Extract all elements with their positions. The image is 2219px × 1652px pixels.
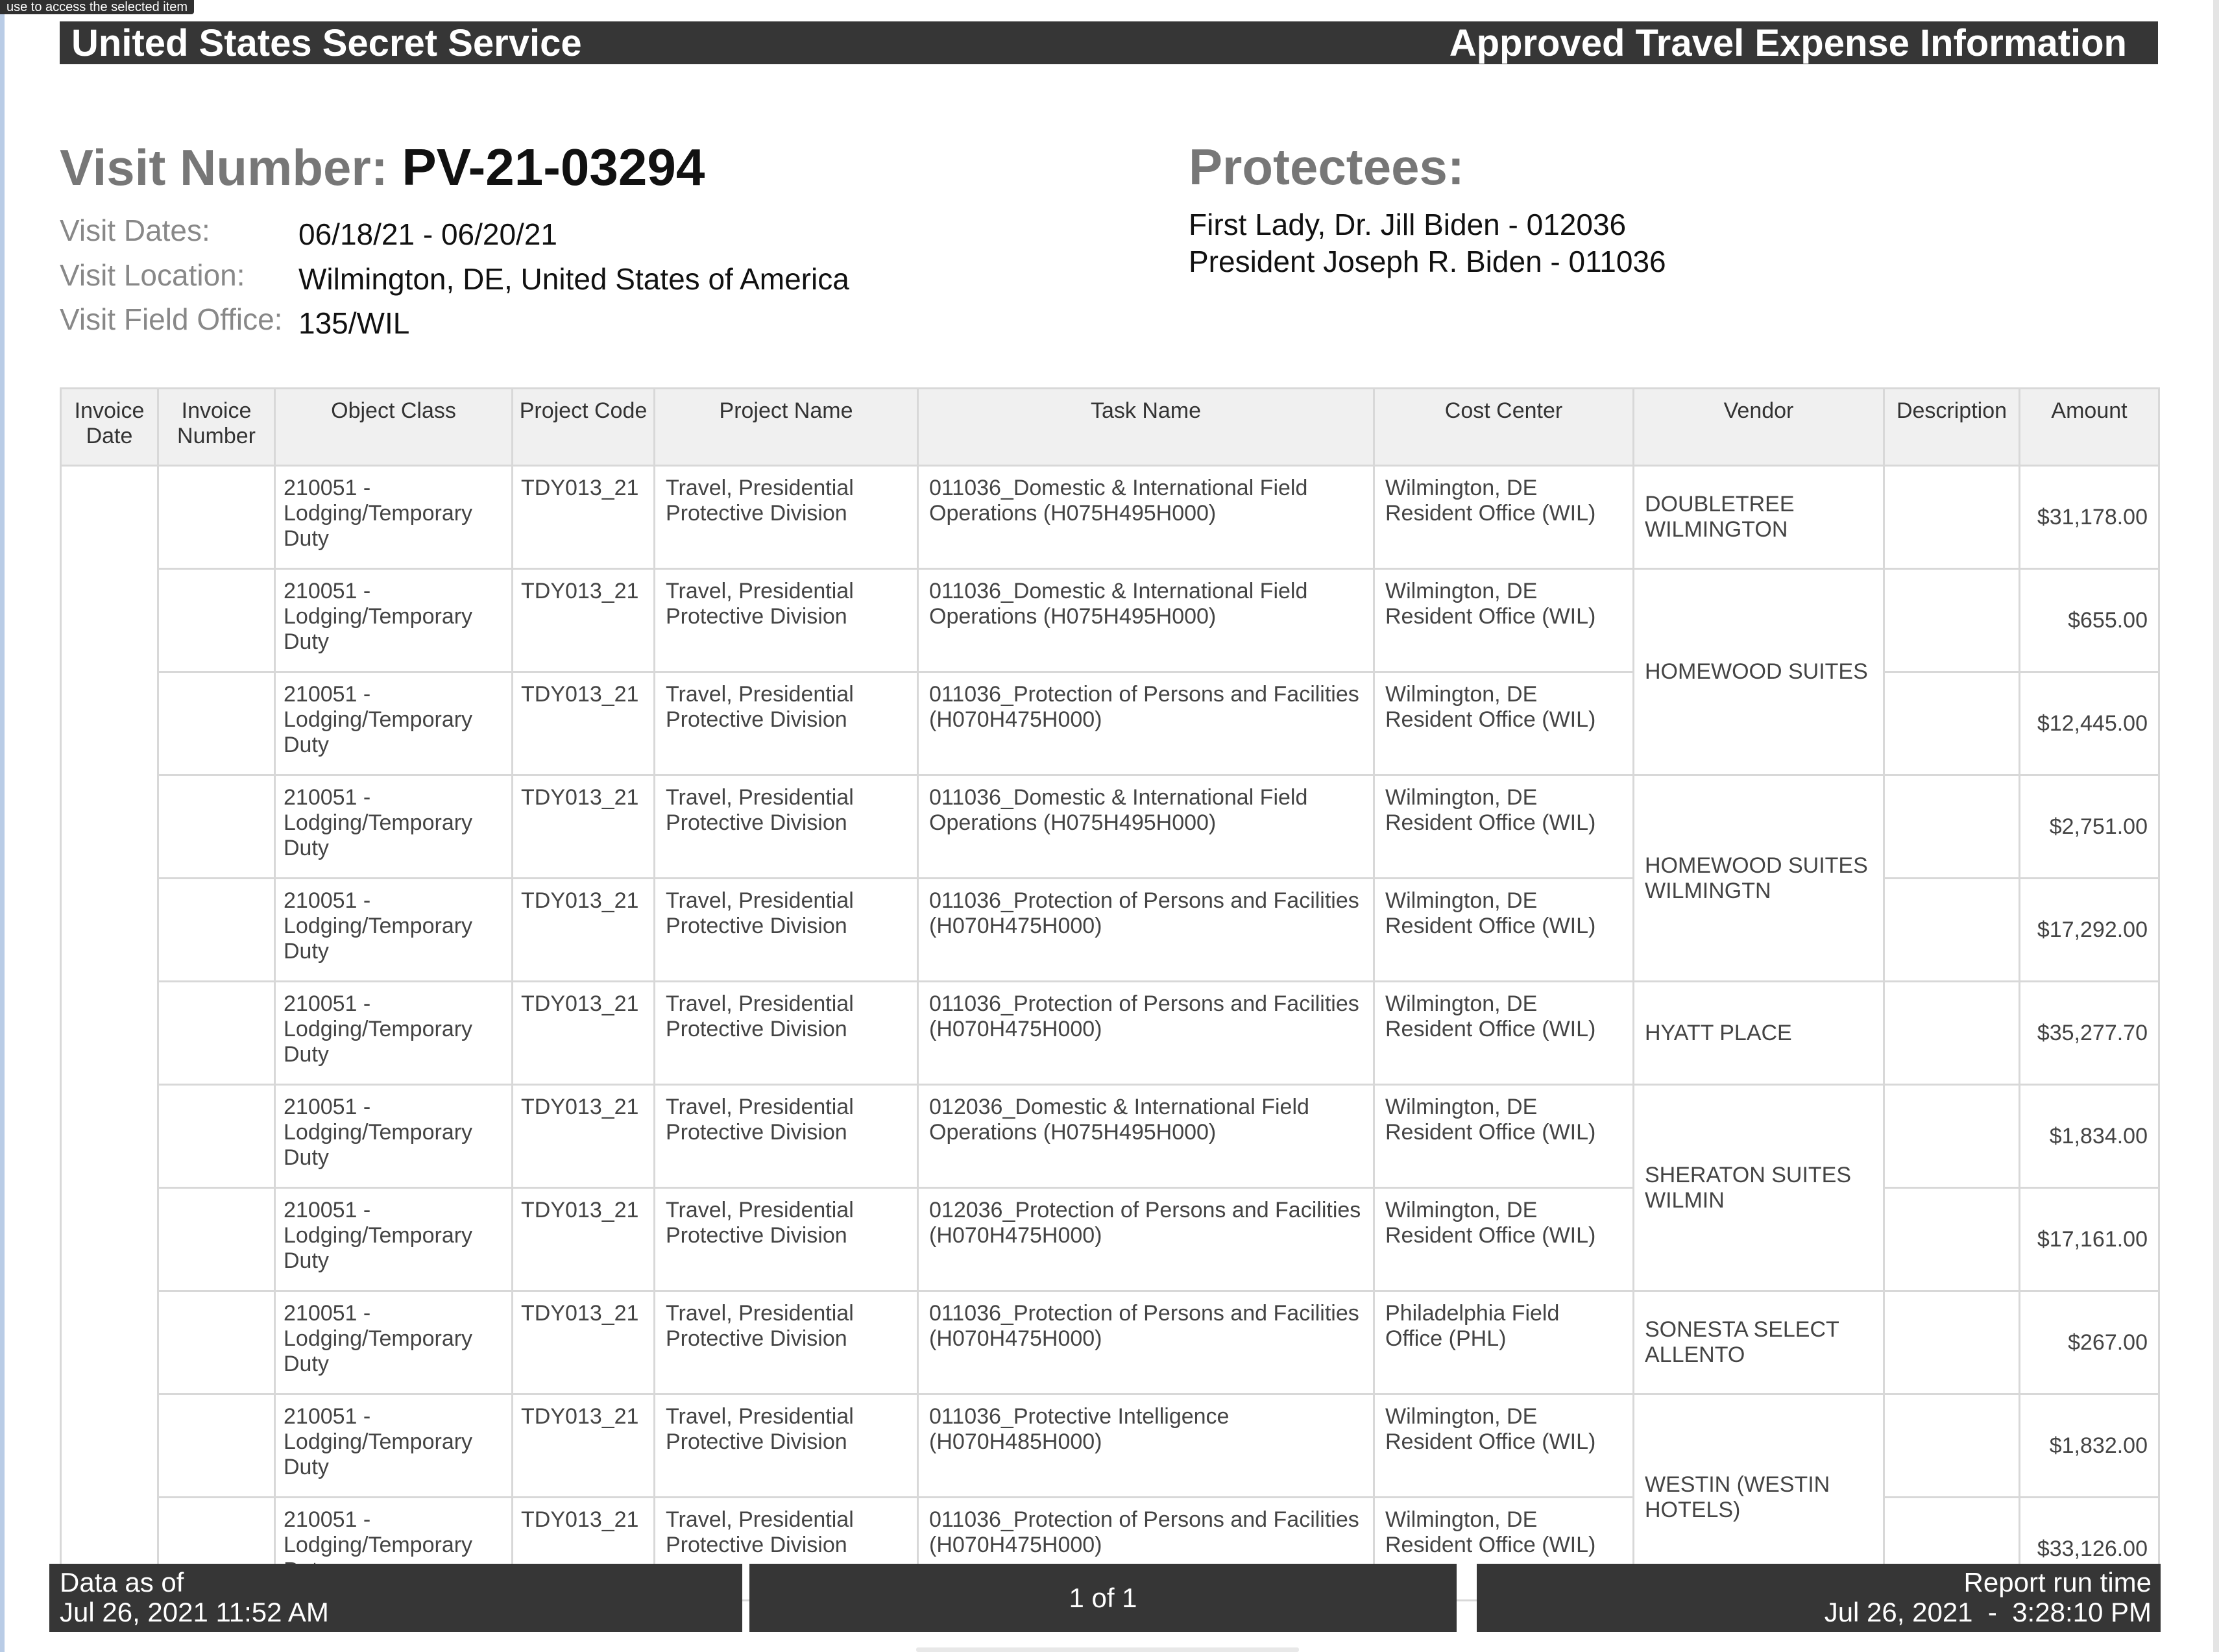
vendor-cell: SONESTA SELECT ALLENTO xyxy=(1634,1291,1884,1394)
invoice-number-cell xyxy=(158,569,275,672)
table-row xyxy=(61,569,2159,672)
table-row xyxy=(61,1085,2159,1188)
project-code-cell: TDY013_21 xyxy=(513,1498,655,1601)
object-class-cell: 210051 - Lodging/Temporary Duty xyxy=(275,1394,513,1498)
window-frame-left xyxy=(0,0,5,1652)
visit-dates-label: Visit Dates: xyxy=(60,213,210,247)
description-cell xyxy=(1884,466,2020,569)
description-cell xyxy=(1884,1085,2020,1188)
col-header-invoice-date: Invoice Date xyxy=(61,389,158,466)
project-code-cell: TDY013_21 xyxy=(513,982,655,1085)
amount-cell: $1,834.00 xyxy=(2020,1085,2159,1188)
run-time-value: Jul 26, 2021 - 3:28:10 PM xyxy=(1824,1597,2152,1627)
invoice-number-cell xyxy=(158,982,275,1085)
amount-cell: $17,161.00 xyxy=(2020,1188,2159,1291)
visit-dates-row xyxy=(60,213,1098,252)
project-name-cell: Travel, Presidential Protective Division xyxy=(655,569,918,672)
task-name-cell: 011036_Domestic & International Field Operations (H075H495H000) xyxy=(918,775,1374,879)
data-as-of-value: Jul 26, 2021 11:52 AM xyxy=(60,1597,329,1627)
col-header-cost-center: Cost Center xyxy=(1374,389,1634,466)
project-code-cell: TDY013_21 xyxy=(513,1085,655,1188)
visit-number-value: PV-21-03294 xyxy=(402,138,705,196)
task-name-cell: 011036_Domestic & International Field Operations (H075H495H000) xyxy=(918,569,1374,672)
task-name-cell: 011036_Protection of Persons and Facilities (H070H475H000) xyxy=(918,672,1374,775)
project-code-cell: TDY013_21 xyxy=(513,1188,655,1291)
report-header xyxy=(60,21,2158,64)
project-code-cell: TDY013_21 xyxy=(513,672,655,775)
project-code-cell: TDY013_21 xyxy=(513,1291,655,1394)
object-class-cell: 210051 - Lodging/Temporary Duty xyxy=(275,466,513,569)
protectee-item: President Joseph R. Biden - 011036 xyxy=(1189,245,1666,278)
description-cell xyxy=(1884,1394,2020,1498)
cost-center-cell: Philadelphia Field Office (PHL) xyxy=(1374,1291,1634,1394)
table-row xyxy=(61,775,2159,879)
description-cell xyxy=(1884,879,2020,982)
cost-center-cell: Wilmington, DE Resident Office (WIL) xyxy=(1374,569,1634,672)
data-as-of-label: Data as of xyxy=(60,1567,184,1597)
amount-cell: $267.00 xyxy=(2020,1291,2159,1394)
table-row xyxy=(61,1394,2159,1498)
description-cell xyxy=(1884,1291,2020,1394)
col-header-project-name: Project Name xyxy=(655,389,918,466)
amount-cell: $35,277.70 xyxy=(2020,982,2159,1085)
cost-center-cell: Wilmington, DE Resident Office (WIL) xyxy=(1374,1498,1634,1601)
task-name-cell: 011036_Protection of Persons and Facilities (H070H475H000) xyxy=(918,1498,1374,1601)
col-header-object-class: Object Class xyxy=(275,389,513,466)
project-name-cell: Travel, Presidential Protective Division xyxy=(655,466,918,569)
footer-data-as-of xyxy=(49,1564,742,1632)
visit-number xyxy=(60,138,705,197)
description-cell xyxy=(1884,569,2020,672)
horizontal-scrollbar[interactable] xyxy=(916,1647,1299,1652)
visit-location-value: Wilmington, DE, United States of America xyxy=(298,262,849,296)
table-row xyxy=(61,466,2159,569)
amount-cell: $33,126.00 xyxy=(2020,1498,2159,1601)
description-cell xyxy=(1884,1188,2020,1291)
object-class-cell: 210051 - Lodging/Temporary xyxy=(275,1498,513,1601)
invoice-date-cell xyxy=(61,466,158,1601)
description-cell xyxy=(1884,672,2020,775)
vendor-cell: WESTIN (WESTIN HOTELS) xyxy=(1634,1394,1884,1601)
col-header-vendor: Vendor xyxy=(1634,389,1884,466)
invoice-number-cell xyxy=(158,879,275,982)
col-header-task-name: Task Name xyxy=(918,389,1374,466)
invoice-number-cell xyxy=(158,1085,275,1188)
project-code-cell: TDY013_21 xyxy=(513,569,655,672)
project-code-cell: TDY013_21 xyxy=(513,1394,655,1498)
visit-number-label: Visit Number: xyxy=(60,139,388,196)
task-name-cell: 012036_Protection of Persons and Facilities (H070H475H000) xyxy=(918,1188,1374,1291)
protectee-item: First Lady, Dr. Jill Biden - 012036 xyxy=(1189,208,1627,241)
vendor-cell: HOMEWOOD SUITES xyxy=(1634,569,1884,775)
task-name-cell: 011036_Domestic & International Field Operations (H075H495H000) xyxy=(918,466,1374,569)
invoice-number-cell xyxy=(158,775,275,879)
cost-center-cell: Wilmington, DE Resident Office (WIL) xyxy=(1374,879,1634,982)
page-number: 1 of 1 xyxy=(1069,1582,1137,1613)
amount-cell: $12,445.00 xyxy=(2020,672,2159,775)
col-header-amount: Amount xyxy=(2020,389,2159,466)
visit-field-office-value: 135/WIL xyxy=(298,306,410,340)
object-class-cell: 210051 - Lodging/Temporary Duty xyxy=(275,775,513,879)
object-class-cell: 210051 - Lodging/Temporary Duty xyxy=(275,1291,513,1394)
amount-cell: $2,751.00 xyxy=(2020,775,2159,879)
cost-center-cell: Wilmington, DE Resident Office (WIL) xyxy=(1374,982,1634,1085)
project-name-cell: Travel, Presidential Protective Division xyxy=(655,879,918,982)
table-header-row xyxy=(61,389,2159,466)
amount-cell: $1,832.00 xyxy=(2020,1394,2159,1498)
project-name-cell: Travel, Presidential Protective Division xyxy=(655,1291,918,1394)
invoice-number-cell xyxy=(158,1188,275,1291)
col-header-description: Description xyxy=(1884,389,2020,466)
col-header-project-code: Project Code xyxy=(513,389,655,466)
project-name-cell: Travel, Presidential Protective Division xyxy=(655,1188,918,1291)
task-name-cell: 011036_Protection of Persons and Facilities (H070H475H000) xyxy=(918,1291,1374,1394)
vendor-cell: DOUBLETREE WILMINGTON xyxy=(1634,466,1884,569)
project-code-cell: TDY013_21 xyxy=(513,879,655,982)
protectees-label: Protectees: xyxy=(1189,138,1464,195)
tooltip: use to access the selected item xyxy=(0,0,194,14)
table-row xyxy=(61,982,2159,1085)
invoice-number-cell xyxy=(158,466,275,569)
amount-cell: $17,292.00 xyxy=(2020,879,2159,982)
visit-field-office-row xyxy=(60,302,1098,341)
description-cell xyxy=(1884,982,2020,1085)
visit-dates-value: 06/18/21 - 06/20/21 xyxy=(298,217,557,251)
project-name-cell: Travel, Presidential Protective Division xyxy=(655,1498,918,1601)
invoice-number-cell xyxy=(158,1291,275,1394)
cost-center-cell: Wilmington, DE Resident Office (WIL) xyxy=(1374,1085,1634,1188)
window-frame-right xyxy=(2213,0,2219,1652)
amount-cell: $655.00 xyxy=(2020,569,2159,672)
agency-title: United States Secret Service xyxy=(71,21,582,64)
project-name-cell: Travel, Presidential Protective Division xyxy=(655,775,918,879)
object-class-cell: 210051 - Lodging/Temporary Duty xyxy=(275,569,513,672)
description-cell xyxy=(1884,775,2020,879)
object-class-cell: 210051 - Lodging/Temporary Duty xyxy=(275,1188,513,1291)
task-name-cell: 011036_Protective Intelligence (H070H485H000) xyxy=(918,1394,1374,1498)
object-class-cell: 210051 - Lodging/Temporary Duty xyxy=(275,672,513,775)
object-class-cell: 210051 - Lodging/Temporary Duty xyxy=(275,879,513,982)
cost-center-cell: Wilmington, DE Resident Office (WIL) xyxy=(1374,466,1634,569)
vendor-cell: HOMEWOOD SUITES WILMINGTN xyxy=(1634,775,1884,982)
task-name-cell: 012036_Domestic & International Field Operations (H075H495H000) xyxy=(918,1085,1374,1188)
amount-cell: $31,178.00 xyxy=(2020,466,2159,569)
visit-location-label: Visit Location: xyxy=(60,258,245,292)
run-time-label: Report run time xyxy=(1963,1567,2152,1597)
project-name-cell: Travel, Presidential Protective Division xyxy=(655,1085,918,1188)
invoice-number-cell xyxy=(158,672,275,775)
table-row xyxy=(61,1291,2159,1394)
protectees-list xyxy=(1189,206,1666,280)
col-header-invoice-number: Invoice Number xyxy=(158,389,275,466)
project-name-cell: Travel, Presidential Protective Division xyxy=(655,1394,918,1498)
report-title: Approved Travel Expense Information xyxy=(1449,21,2127,64)
expense-table xyxy=(60,387,2160,1601)
cost-center-cell: Wilmington, DE Resident Office (WIL) xyxy=(1374,672,1634,775)
project-name-cell: Travel, Presidential Protective Division xyxy=(655,672,918,775)
project-code-cell: TDY013_21 xyxy=(513,466,655,569)
cost-center-cell: Wilmington, DE Resident Office (WIL) xyxy=(1374,775,1634,879)
vendor-cell: SHERATON SUITES WILMIN xyxy=(1634,1085,1884,1291)
object-class-cell: 210051 - Lodging/Temporary Duty xyxy=(275,1085,513,1188)
object-class-cell: 210051 - Lodging/Temporary Duty xyxy=(275,982,513,1085)
project-code-cell: TDY013_21 xyxy=(513,775,655,879)
project-name-cell: Travel, Presidential Protective Division xyxy=(655,982,918,1085)
visit-location-row xyxy=(60,258,1098,297)
task-name-cell: 011036_Protection of Persons and Facilities (H070H475H000) xyxy=(918,982,1374,1085)
task-name-cell: 011036_Protection of Persons and Facilities (H070H475H000) xyxy=(918,879,1374,982)
visit-field-office-label: Visit Field Office: xyxy=(60,302,283,336)
footer-page-indicator xyxy=(749,1564,1457,1632)
invoice-number-cell xyxy=(158,1394,275,1498)
cost-center-cell: Wilmington, DE Resident Office (WIL) xyxy=(1374,1188,1634,1291)
footer-run-time xyxy=(1477,1564,2161,1632)
cost-center-cell: Wilmington, DE Resident Office (WIL) xyxy=(1374,1394,1634,1498)
vendor-cell: HYATT PLACE xyxy=(1634,982,1884,1085)
